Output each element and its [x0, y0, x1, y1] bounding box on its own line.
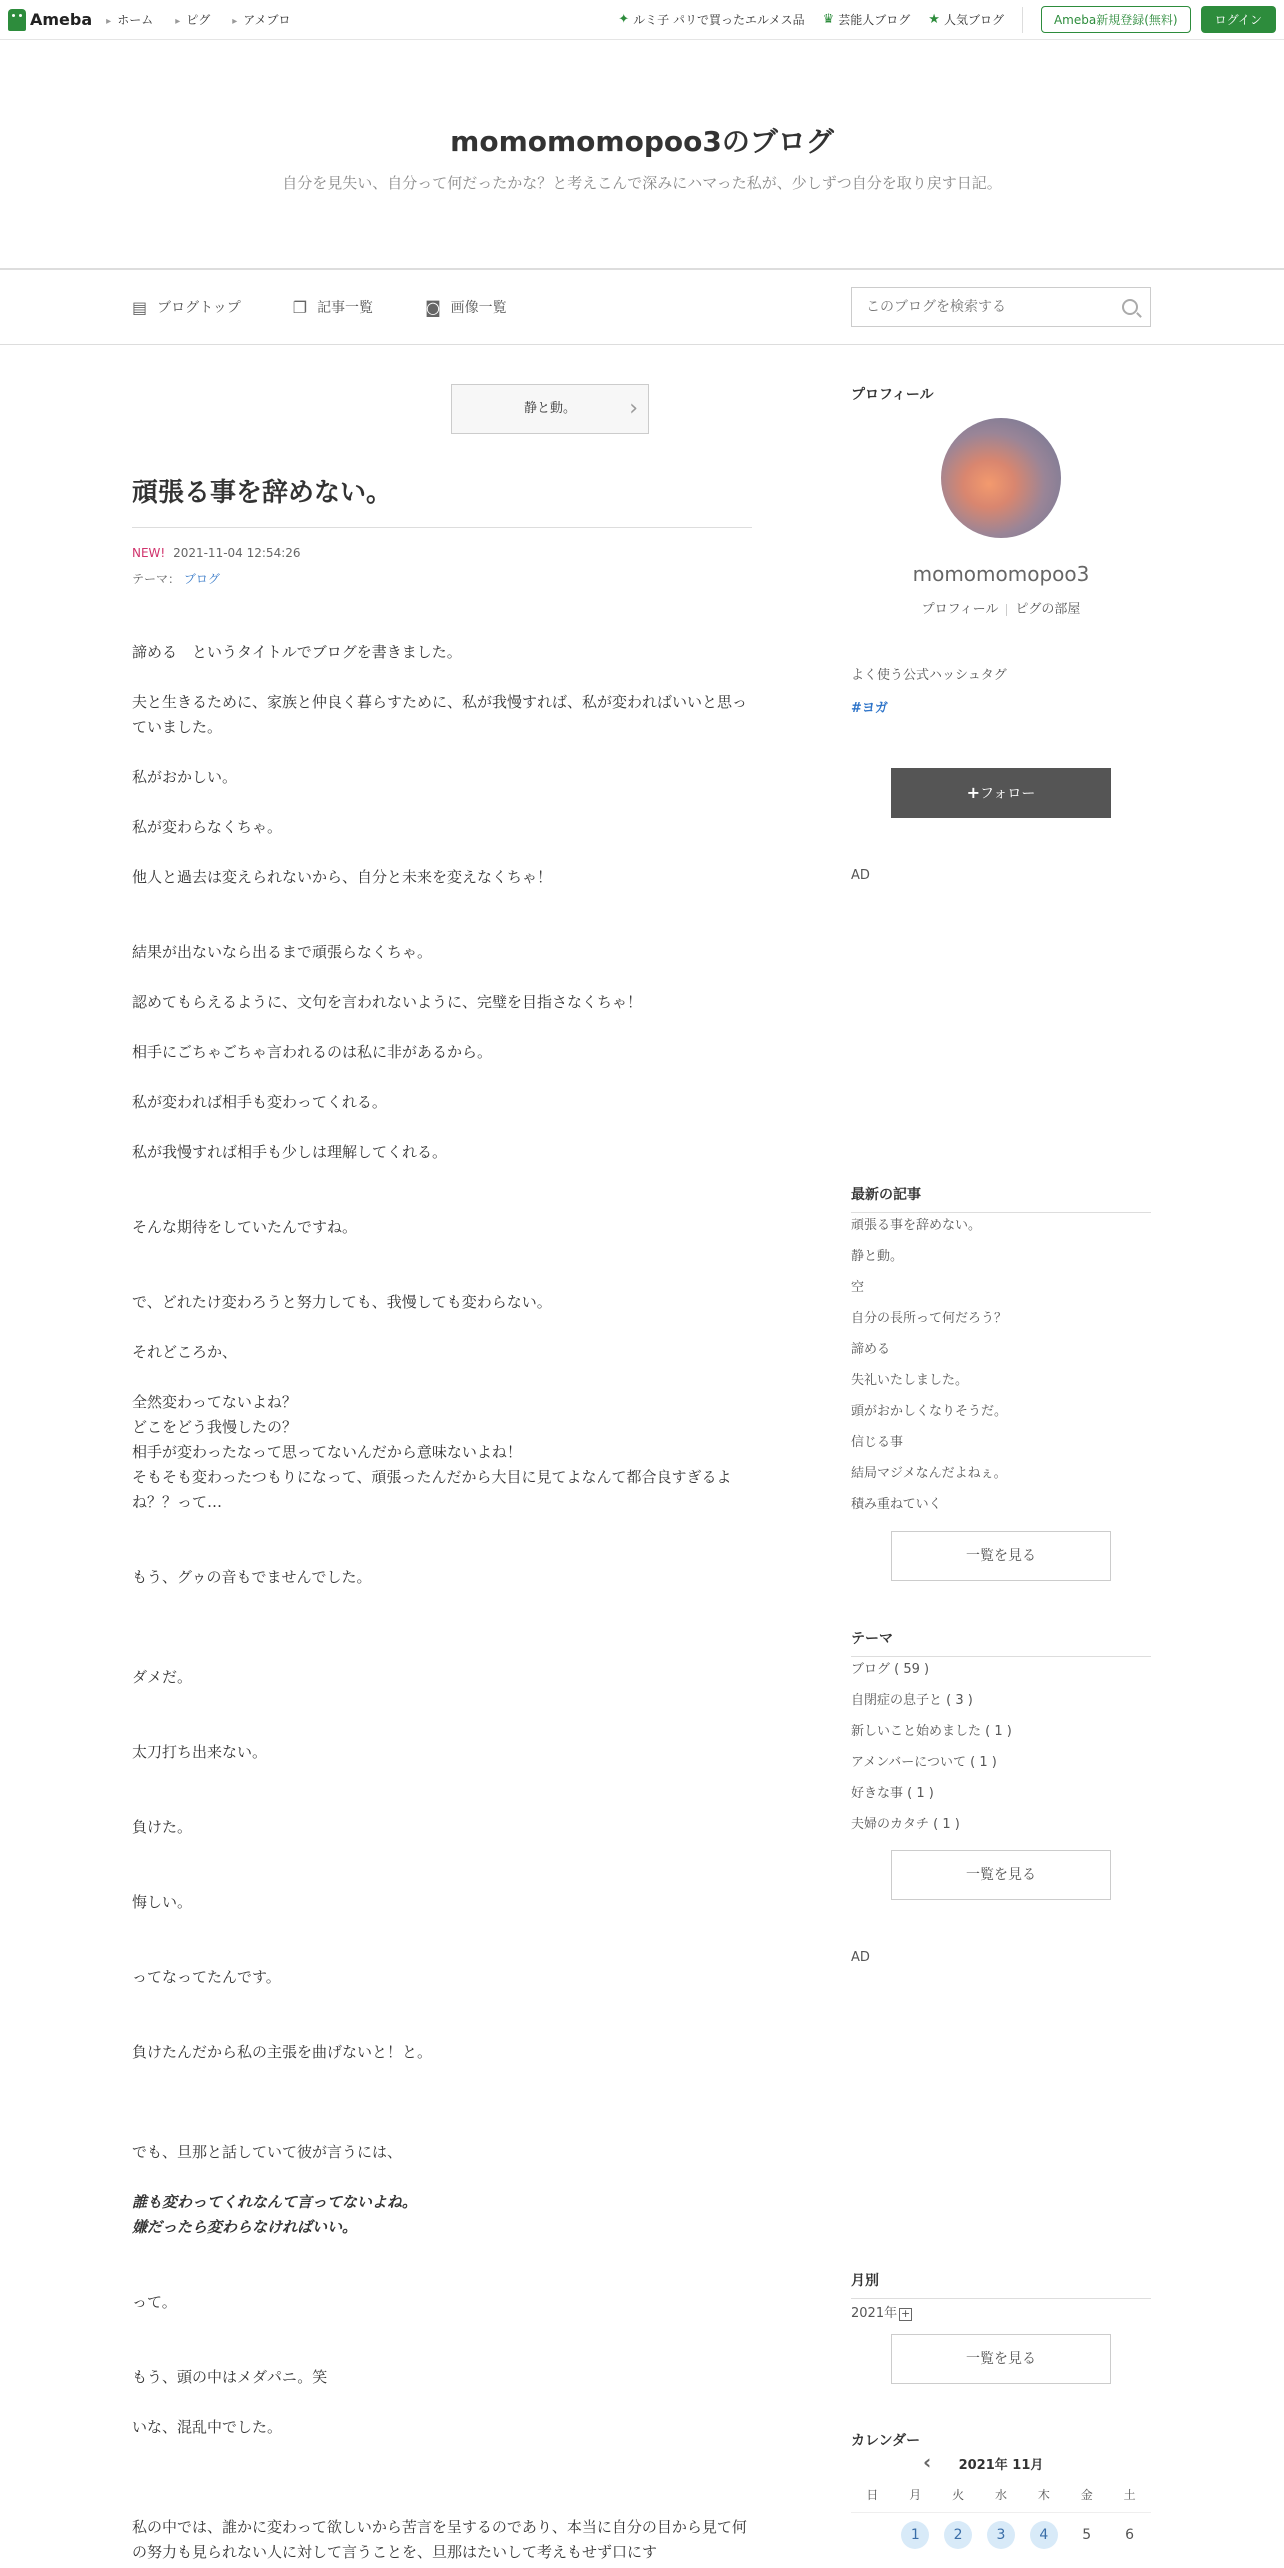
blog-top-link[interactable]	[132, 297, 241, 317]
blog-nav	[0, 270, 1284, 345]
ameba-logo[interactable]	[8, 9, 92, 31]
recent-item[interactable]: 積み重ねていく	[851, 1497, 942, 1512]
recent-item[interactable]: 頑張る事を辞めない。	[851, 1218, 982, 1233]
article-paragraph: もう、頭の中はメダパニ。笑	[132, 2368, 328, 2386]
celebrity-blog-label: 芸能人ブログ	[838, 13, 911, 27]
article-paragraph: それどころか、	[132, 1343, 238, 1361]
weekday-label: 火	[952, 2488, 965, 2502]
article-paragraph: 諦める というタイトルでブログを書きました。	[132, 643, 462, 661]
profile-link[interactable]: プロフィール	[921, 602, 999, 617]
theme-item[interactable]: アメンバーについて ( 1 )	[851, 1755, 997, 1770]
article-paragraph: 私が我慢すれば相手も少しは理解してくれる。	[132, 1143, 448, 1161]
article-paragraph: どこをどう我慢したの？	[132, 1418, 298, 1436]
sparkle-icon: ✦	[618, 12, 630, 27]
article-paragraph: 私がおかしい。	[132, 768, 238, 786]
article-paragraph: って。	[132, 2293, 177, 2311]
theme-heading: テーマ	[851, 1628, 1151, 1657]
theme-prefix: テーマ：	[132, 572, 181, 586]
blog-header	[0, 40, 1284, 270]
theme-item[interactable]: ブログ ( 59 )	[851, 1662, 930, 1677]
blog-top-label: ブログトップ	[157, 300, 241, 316]
article-paragraph: 負けたんだから私の主張を曲げないと！と。	[132, 2043, 433, 2061]
blog-search-input[interactable]	[864, 298, 1122, 316]
calendar-week	[851, 2513, 1151, 2557]
article-paragraph: 私が変わらなくちゃ。	[132, 818, 283, 836]
article-paragraph: 悔しい。	[132, 1893, 193, 1911]
avatar[interactable]	[941, 418, 1061, 538]
weekday-label: 月	[909, 2488, 922, 2502]
nav-home-link[interactable]: ▸ ホーム	[106, 11, 153, 28]
follow-button[interactable]	[891, 768, 1111, 818]
profile-username[interactable]: momomomopoo3	[912, 562, 1090, 586]
pig-room-link[interactable]: ピグの部屋	[1015, 602, 1081, 617]
recent-item[interactable]: 静と動。	[851, 1249, 904, 1264]
theme-item[interactable]: 好きな事 ( 1 )	[851, 1786, 934, 1801]
copy-icon: ❐	[292, 297, 308, 317]
camera-icon: ◙	[425, 297, 441, 317]
calendar-month: 2021年 11月	[958, 2458, 1044, 2473]
prev-article-button[interactable]	[451, 384, 649, 434]
profile-links	[851, 598, 1151, 617]
theme-item[interactable]: 夫婦のカタチ ( 1 )	[851, 1817, 960, 1832]
article-paragraph: そんな期待をしていたんですね。	[132, 1218, 358, 1236]
theme-item[interactable]: 自閉症の息子と ( 3 )	[851, 1693, 973, 1708]
chevron-right-icon: ›	[629, 396, 638, 421]
monthly-year-label: 2021年	[851, 2306, 898, 2321]
blog-description: 自分を見失い、自分って何だったかな？と考えこんで深みにハマった私が、少しずつ自分を取り戻す日記。	[282, 174, 1002, 192]
article-paragraph: ってなってたんです。	[132, 1968, 281, 1986]
ameba-logo-icon	[8, 9, 26, 31]
article-theme	[132, 570, 220, 587]
register-button[interactable]: Ameba新規登録(無料)	[1041, 6, 1191, 33]
article-paragraph: 太刀打ち出来ない。	[132, 1743, 268, 1761]
calendar-day: 6	[1125, 2527, 1135, 2543]
article-paragraph: そもそも変わったつもりになって、頑張ったんだから大目に見てよなんて都合良すぎるよね？？って…	[132, 1468, 732, 1511]
monthly-year[interactable]	[851, 2302, 912, 2321]
theme-more-button[interactable]: 一覧を見る	[891, 1850, 1111, 1900]
calendar-day-with-post[interactable]: 4	[1030, 2521, 1058, 2549]
crown-icon: ♛	[822, 12, 835, 27]
recent-item[interactable]: 諦める	[851, 1342, 891, 1357]
nav-pig-link[interactable]: ▸ ピグ	[175, 11, 210, 28]
recent-item[interactable]: 信じる事	[851, 1435, 904, 1450]
article-paragraph: 私が変われば相手も変わってくれる。	[132, 1093, 387, 1111]
image-list-label: 画像一覧	[450, 300, 507, 316]
article-paragraph: 夫と生きるために、家族と仲良く暮らすために、私が我慢すれば、私が変わればいいと思っていました。	[132, 693, 748, 736]
article-paragraph: 結果が出ないなら出るまで頑張らなくちゃ。	[132, 943, 433, 961]
recent-more-button[interactable]: 一覧を見る	[891, 1531, 1111, 1581]
profile-links-divider	[1006, 604, 1007, 616]
article-list-label: 記事一覧	[317, 300, 374, 316]
weekday-label: 水	[995, 2488, 1008, 2502]
new-badge: NEW!	[132, 546, 166, 560]
login-button[interactable]: ログイン	[1201, 6, 1276, 33]
article-paragraph: でも、旦那と話していて彼が言うには、	[132, 2143, 403, 2161]
monthly-more-button[interactable]: 一覧を見る	[891, 2334, 1111, 2384]
image-list-link[interactable]	[425, 297, 507, 317]
recent-item[interactable]: 結局マジメなんだよねぇ。	[851, 1466, 1007, 1481]
trend-link[interactable]	[618, 11, 804, 28]
theme-link[interactable]: ブログ	[183, 572, 220, 586]
follow-label: フォロー	[980, 786, 1036, 802]
monthly-heading: 月別	[851, 2270, 1151, 2299]
recent-item[interactable]: 頭がおかしくなりそうだ。	[851, 1404, 1008, 1419]
theme-item[interactable]: 新しいこと始めました ( 1 )	[851, 1724, 1012, 1739]
theme-list	[851, 1660, 1151, 1846]
article-paragraph: ダメだ。	[132, 1668, 193, 1686]
article-date: 2021-11-04 12:54:26	[173, 546, 301, 560]
article-paragraph: で、どれたけ変わろうと努力しても、我慢しても変わらない。	[132, 1293, 552, 1311]
article-paragraph: もう、グゥの音もでませんでした。	[132, 1568, 372, 1586]
global-nav	[106, 11, 290, 28]
article-paragraph: 負けた。	[132, 1818, 193, 1836]
recent-list	[851, 1216, 1151, 1526]
article-title[interactable]: 頑張る事を辞めない。	[132, 472, 752, 528]
article-list-link[interactable]	[293, 297, 373, 317]
recent-item[interactable]: 自分の長所って何だろう？	[851, 1311, 1008, 1326]
weekday-label: 日	[866, 2488, 879, 2502]
calendar-month-header	[851, 2450, 1151, 2478]
article-paragraph: 相手にごちゃごちゃ言われるのは私に非があるから。	[132, 1043, 493, 1061]
calendar-heading: カレンダー	[851, 2433, 921, 2449]
hashtag-heading: よく使う公式ハッシュタグ	[851, 668, 1007, 683]
calendar-day-with-post[interactable]: 3	[987, 2521, 1015, 2549]
article-paragraph: 全然変わってないよね？	[132, 1393, 297, 1411]
expand-icon[interactable]: +	[900, 2307, 911, 2320]
calendar	[851, 2450, 1151, 2557]
chevron-left-icon[interactable]: ‹	[923, 2450, 932, 2474]
article-paragraph: 認めてもらえるように、文句を言われないように、完璧を目指さなくちゃ！	[132, 993, 643, 1011]
nav-ameblo-link[interactable]: ▸ アメブロ	[232, 11, 290, 28]
recent-item[interactable]: 空	[851, 1280, 865, 1295]
ad-label: AD	[851, 1950, 870, 1965]
article-paragraph: いな、混乱中でした。	[132, 2418, 283, 2436]
article-paragraph: 相手が変わったなって思ってないんだから意味ないよね！	[132, 1443, 522, 1461]
header-right	[618, 6, 1276, 33]
blog-title[interactable]: momomomopoo3のブログ	[450, 125, 834, 158]
article-paragraph-emphasis: 嫌だったら変わらなければいい。	[132, 2218, 358, 2236]
celebrity-blog-link[interactable]	[823, 11, 911, 28]
calendar-day-with-post[interactable]: 1	[901, 2521, 929, 2549]
popular-blog-label: 人気ブログ	[943, 13, 1004, 27]
trend-link-label: ルミ子 パリで買ったエルメス品	[633, 13, 805, 27]
search-icon[interactable]	[1122, 299, 1138, 315]
blog-search	[851, 287, 1151, 327]
article-paragraph: 私の中では、誰かに変わって欲しいから苦言を呈するのであり、本当に自分の目から見て何の努力も見られない人に対して言うことを、旦那はたいして考えもせず口にす	[132, 2518, 747, 2561]
prev-article-label: 静と動。	[523, 401, 576, 416]
recent-item[interactable]: 失礼いたしました。	[851, 1373, 969, 1388]
calendar-day-with-post[interactable]: 2	[944, 2521, 972, 2549]
article-paragraph: 他人と過去は変えられないから、自分と未来を変えなくちゃ！	[132, 868, 553, 886]
document-icon: ▤	[132, 297, 148, 317]
recent-heading: 最新の記事	[851, 1184, 1151, 1213]
article-meta	[132, 546, 301, 560]
article-paragraph-emphasis: 誰も変わってくれなんて言ってないよね。	[132, 2193, 417, 2211]
ameba-logo-text: Ameba	[30, 10, 93, 29]
header-divider	[1022, 7, 1023, 33]
weekday-label: 木	[1037, 2488, 1050, 2502]
calendar-day	[858, 2519, 886, 2547]
plus-icon: +	[966, 783, 981, 802]
weekday-label: 金	[1080, 2488, 1093, 2502]
hashtag-link[interactable]: #ヨガ	[851, 701, 888, 716]
global-header	[0, 0, 1284, 40]
popular-blog-link[interactable]	[928, 11, 1004, 28]
weekday-label: 土	[1123, 2488, 1136, 2502]
calendar-weekdays	[851, 2478, 1151, 2513]
ad-label: AD	[851, 868, 870, 883]
calendar-day: 5	[1082, 2527, 1092, 2543]
profile-heading: プロフィール	[851, 387, 934, 403]
star-icon: ★	[928, 12, 940, 27]
